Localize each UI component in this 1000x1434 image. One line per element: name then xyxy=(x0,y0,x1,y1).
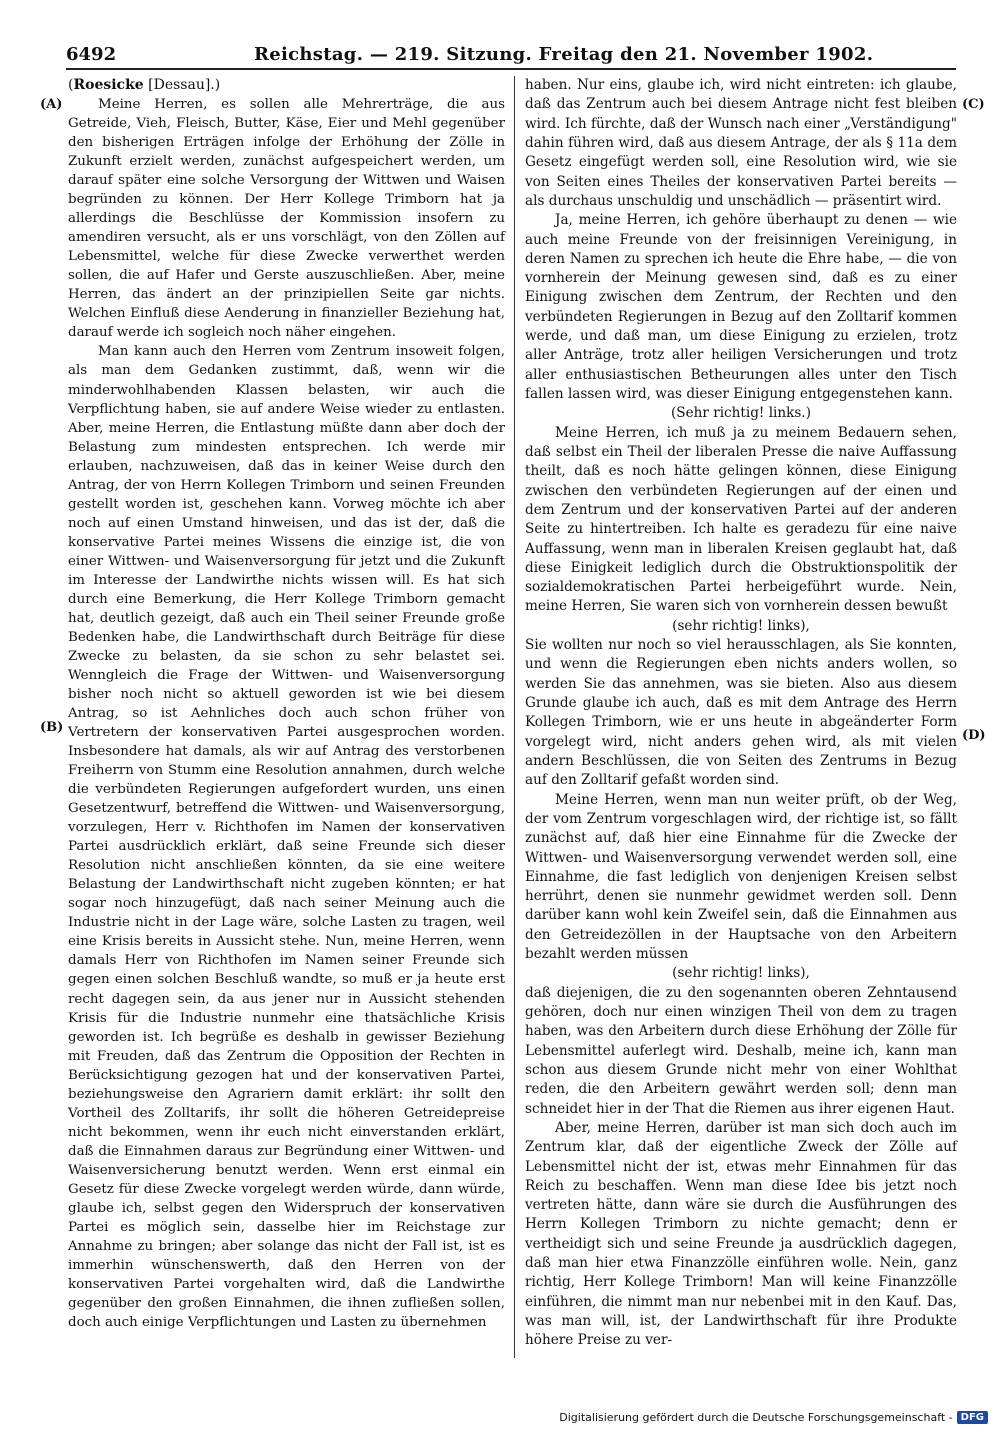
speaker-place: [Dessau].) xyxy=(148,77,221,93)
page-header xyxy=(66,42,956,70)
page-number: 6492 xyxy=(66,44,117,65)
interjection: (sehr richtig! links), xyxy=(672,965,810,982)
footer-text: Digitalisierung gefördert durch die Deutsche Forschungsgemeinschaft - xyxy=(559,1411,953,1424)
paragraph: Meine Herren, es sollen alle Mehrerträge, die aus Getreide, Vieh, Fleisch, Butter, Käse, Eier und Mehl gegenüber den bisherigen Erträgen infolge der Erhöhung der Zölle in Zukunft erzielt werden, zunächst aufgespeichert werden, um darauf später eine solche Versorgung der Wittwen und Waisen begründen zu können. Der Herr Kollege Trimborn hat ja allerdings die Beschlüsse der Kommission insofern zu amendiren versucht, als er uns vorschlägt, von den Zöllen auf Lebensmittel, welche für diese Zwecke verwerthet werden sollen, die auf Hafer und Gerste auszuschließen. Aber, meine Herren, das ändert an der prinzipiellen Seite gar nichts. Welchen Einfluß diese Aenderung in finanzieller Beziehung hat, darauf werde ich sogleich noch näher eingehen. xyxy=(68,97,505,341)
interjection: (sehr richtig! links), xyxy=(672,617,810,634)
paragraph: Meine Herren, ich muß ja zu meinem Bedauern sehen, daß selbst ein Theil der liberalen Presse die naive Auffassung theilt, daß es noch hätte gelingen können, diese Einigung zwischen den verbündeten Regierungen auf der einen und dem Zentrum und der konservativen Partei auf der anderen Seite zu hintertreiben. Ich halte es geradezu für eine naive Auffassung, wenn man in liberalen Kreisen geglaubt hat, daß diese Einigkeit lediglich durch die Obstruktionspolitik der sozialdemokratischen Partei herbeigeführt wurde. Nein, meine Herren, Sie waren sich von vornherein dessen bewußt xyxy=(525,424,957,615)
running-title: Reichstag. — 219. Sitzung. Freitag den 21. November 1902. xyxy=(254,44,874,65)
paragraph: Meine Herren, wenn man nun weiter prüft, ob der Weg, der vom Zentrum vorgeschlagen wird, der richtige ist, so fällt zunächst auf, daß hier eine Einnahme für die Zwecke der Wittwen- und Waisenversorgung verwendet werden soll, eine Einnahme, die fast lediglich von denjenigen Kreisen selbst herrührt, denen sie nunmehr gewidmet werden soll. Denn darüber kann wohl kein Zweifel sein, daß die Einnahmen aus den Getreidezöllen in der Hauptsache von den Arbeitern bezahlt werden müssen xyxy=(525,791,957,963)
speaker-name: Roesicke xyxy=(73,77,144,93)
paragraph: daß diejenigen, die zu den sogenannten oberen Zehntausend gehören, doch nur einen winzigen Theil von dem zu tragen haben, was den Arbeitern durch diese Erhöhung der Zölle für Lebensmittel auferlegt wird. Deshalb, meine ich, kann man schon aus diesem Grunde nicht mehr von einer Wohlthat reden, die den Arbeitern gewährt werden soll; denn man schneidet hier in der That die Riemen aus ihrer eigenen Haut. xyxy=(525,984,957,1117)
digitization-footer xyxy=(559,1411,988,1424)
paragraph: Aber, meine Herren, darüber ist man sich doch auch im Zentrum klar, daß der eigentliche Zweck der Zölle auf Lebensmittel nicht der ist, etwas mehr Einnahmen für das Reich zu beschaffen. Wenn man diese Idee bis jetzt noch vertreten hätte, dann wäre sie durch die Ausführungen des Herrn Kollegen Trimborn zu nichte gemacht; denn er vertheidigt sich und seine Freunde ja ausdrücklich dagegen, daß man hier etwa Finanzzölle einführen wolle. Nein, ganz richtig, Herr Kollege Trimborn! Man will keine Finanzzölle einführen, die nimmt man nur nebenbei mit in den Kauf. Das, was man will, ist, der Landwirthschaft für ihre Produkte höhere Preise zu ver- xyxy=(525,1119,957,1349)
margin-marker-b: (B) xyxy=(40,720,64,735)
column-divider xyxy=(514,76,515,1358)
interjection: (Sehr richtig! links.) xyxy=(670,405,812,422)
dfg-logo-icon: DFG xyxy=(957,1411,988,1424)
paragraph: haben. Nur eins, glaube ich, wird nicht eintreten: ich glaube, daß das Zentrum auch bei diesem Antrage nicht fest bleiben wird. Ich fürchte, daß der Wunsch nach einer „Verständigung" dahin führen wird, daß aus diesem Antrage, der als § 11a dem Gesetz eingefügt werden soll, eine Resolution wird, wie sie von Seiten eines Theiles der konservativen Partei bereits — als durchaus unschuldig und unschädlich — präsentirt wird. xyxy=(525,77,957,209)
paragraph: Ja, meine Herren, ich gehöre überhaupt zu denen — wie auch meine Freunde von der freisinnigen Vereinigung, in deren Namen zu sprechen ich heute die Ehre habe, — die von vornherein der Meinung gewesen sind, daß es zu einer Einigung zwischen dem Zentrum, der Rechten und den verbündeten Regierungen in Bezug auf den Zolltarif kommen werde, und daß man, um diese Einigung zu erzielen, trotz aller Anträge, trotz aller heiligen Versicherungen und trotz aller enthusiastischen Betheurungen alles unter den Tisch fallen lassen wird, was dieser Einigung entgegenstehen kann. xyxy=(525,212,957,402)
margin-marker-c: (C) xyxy=(962,97,985,112)
left-column xyxy=(68,76,505,1332)
margin-marker-a: (A) xyxy=(40,97,63,112)
right-column xyxy=(525,76,957,1351)
paragraph: Sie wollten nur noch so viel herausschlagen, als Sie konnten, und wenn die Regierungen eben nichts anders wollen, so werden Sie das annehmen, was sie bieten. Also aus diesem Grunde glaube ich auch, daß es mit dem Antrage des Herrn Kollegen Trimborn, wie er uns heute in abgeänderter Form vorgelegt wird, nicht anders gehen wird, als mit vielen andern Beschlüssen, die von Seiten des Zentrums in Bezug auf den Zolltarif gefaßt worden sind. xyxy=(525,637,957,789)
speaker-line: (Roesicke [Dessau].) xyxy=(68,77,221,93)
paragraph: Man kann auch den Herren vom Zentrum insoweit folgen, als man dem Gedanken zustimmt, daß, wenn wir die minderwohlhabenden Klassen belasten, wir auch die Verpflichtung haben, sie auf andere Weise wieder zu entlasten. Aber, meine Herren, die Entlastung müßte dann aber doch der Belastung zum mindesten entsprechen. Ich werde mir erlauben, nachzuweisen, daß das in keiner Weise durch den Antrag, der von Herrn Kollegen Trimborn und seinen Freunden gestellt worden ist, geschehen kann. Vorweg möchte ich aber noch auf einen Umstand hinweisen, und das ist der, daß die konservative Partei meines Wissens die einzige ist, die von einer Wittwen- und Waisenversorgung für jetzt und die Zukunft im Interesse der Landwirthe nichts wissen will. Es hat sich durch eine Bemerkung, die Herr Kollege Trimborn gemacht hat, deutlich gezeigt, daß auch ein Theil seiner Freunde große Bedenken habe, die Landwirthschaft durch Beiträge für diese Zwecke zu belasten, da sie schon zu sehr belastet sei. Wenngleich die Frage der Wittwen- und Waisenversorgung bisher noch nicht so aktuell geworden ist wie bei diesem Antrag, so ist Aehnliches doch auch schon früher von Vertretern der konservativen Partei ausgesprochen worden. Insbesondere hat damals, als wir auf Antrag des verstorbenen Freiherrn von Stumm eine Resolution annahmen, durch welche die verbündeten Regierungen aufgefordert wurden, uns einen Gesetzentwurf, betreffend die Wittwen- und Waisenversorgung, vorzulegen, Herr v. Richthofen im Namen der konservativen Partei ausdrücklich erklärt, daß seine Freunde sich dieser Resolution nicht anschließen könnten, da sie eine weitere Belastung der Landwirthschaft nicht zugeben könnten; er hat sogar noch hinzugefügt, daß nach seiner Meinung auch die Industrie nicht in der Lage wäre, solche Lasten zu tragen, weil eine Krisis bereits in Aussicht stehe. Nun, meine Herren, wenn damals Herr von Richthofen im Namen seiner Freunde sich gegen einen solchen Beschluß wandte, so muß er ja heute erst recht dagegen sein, da aus jener nur in Aussicht stehenden Krisis für die Industrie nunmehr eine thatsächliche Krisis geworden ist. Ich begrüße es deshalb in gewisser Beziehung mit Freuden, daß das Zentrum die Opposition der Rechten in Berücksichtigung gezogen hat und der konservativen Partei, beziehungsweise den Agrariern damit erklärt: ihr sollt den Vortheil des Zolltarifs, ihr sollt die höheren Getreidepreise nicht bekommen, wenn ihr euch nicht einverstanden erklärt, daß die Einnahmen daraus zur Begründung einer Wittwen- und Waisenversicherung benutzt werden. Wenn erst einmal ein Gesetz für diese Zwecke vorgelegt werden würde, dann würde, glaube ich, selbst gegen den Widerspruch der konservativen Partei es möglich sein, dasselbe hier im Reichstage zur Annahme zu bringen; aber solange das nicht der Fall ist, ist es immerhin wünschenswerth, daß den Herren von der konservativen Partei vorgehalten wird, daß die Landwirthe gegenüber den großen Einnahmen, die ihnen zufließen sollen, doch auch einige Verpflichtungen und Lasten zu übernehmen xyxy=(68,344,505,1331)
margin-marker-d: (D) xyxy=(962,728,986,743)
